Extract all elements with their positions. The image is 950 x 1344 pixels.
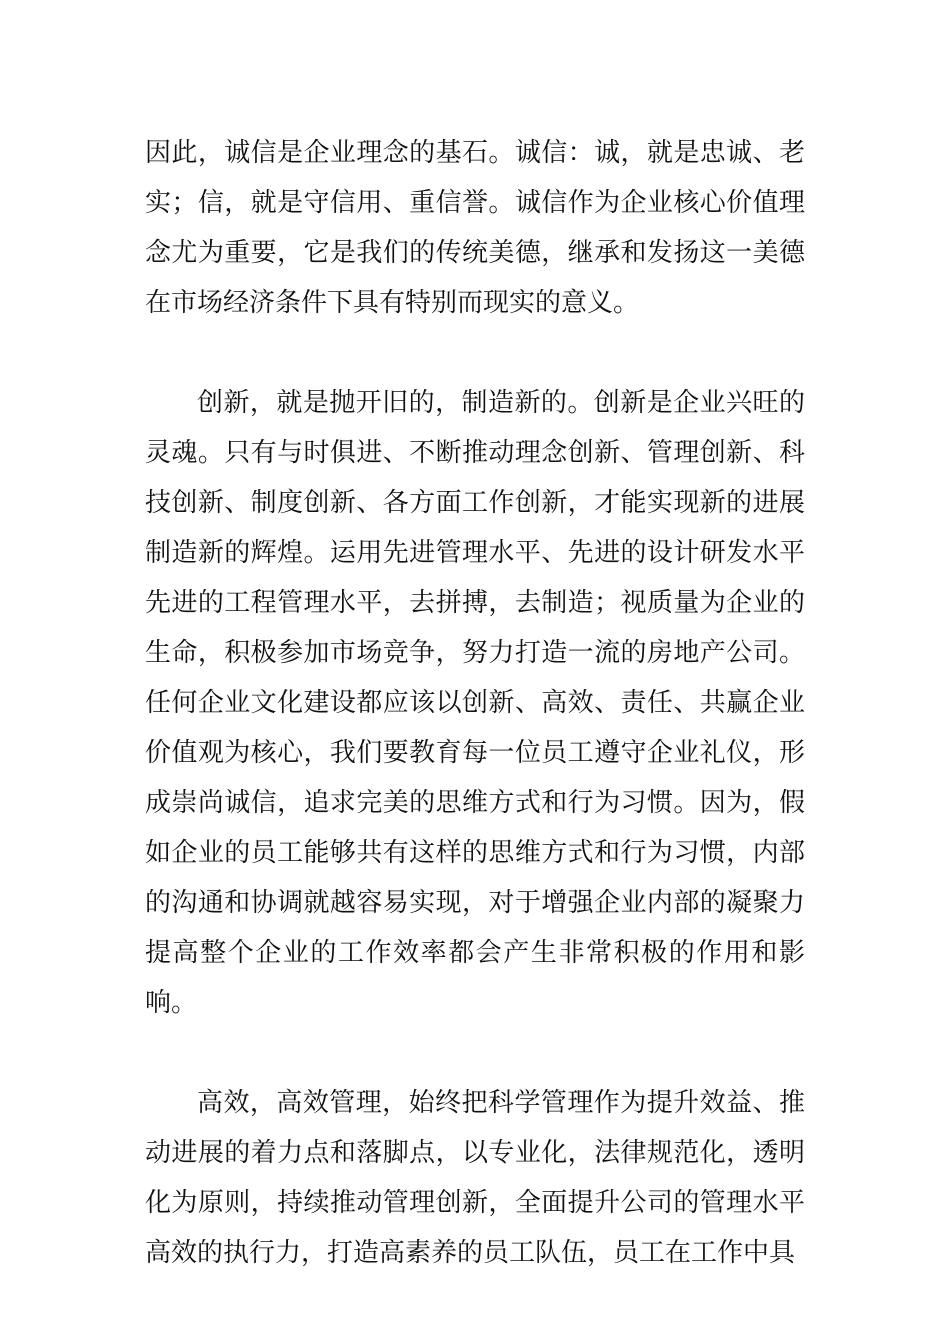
paragraph-efficiency: 高效，高效管理，始终把科学管理作为提升效益、推动进展的着力点和落脚点，以专业化，法律规范化，透明化为原则，持续推动管理创新，全面提升公司的管理水平高效的执行力，打造高素养的员工队伍，员工在工作中具 xyxy=(145,1088,805,1268)
paragraph-integrity: 因此，诚信是企业理念的基石。诚信：诚，就是忠诚、老实；信，就是守信用、重信誉。诚信作为企业核心价值理念尤为重要，它是我们的传统美德，继承和发扬这一美德在市场经济条件下具有特别而现实的意义。 xyxy=(145,138,805,318)
document-page xyxy=(145,128,805,1278)
paragraph-innovation: 创新，就是抛开旧的，制造新的。创新是企业兴旺的灵魂。只有与时俱进、不断推动理念创新、管理创新、科技创新、制度创新、各方面工作创新，才能实现新的进展制造新的辉煌。运用先进管理水平、先进的设计研发水平先进的工程管理水平，去拼搏，去制造；视质量为企业的生命，积极参加市场竞争，努力打造一流的房地产公司。任何企业文化建设都应该以创新、高效、责任、共赢企业价值观为核心，我们要教育每一位员工遵守企业礼仪，形成崇尚诚信，追求完美的思维方式和行为习惯。因为，假如企业的员工能够共有这样的思维方式和行为习惯，内部的沟通和协调就越容易实现，对于增强企业内部的凝聚力提高整个企业的工作效率都会产生非常积极的作用和影响。 xyxy=(145,388,805,1018)
